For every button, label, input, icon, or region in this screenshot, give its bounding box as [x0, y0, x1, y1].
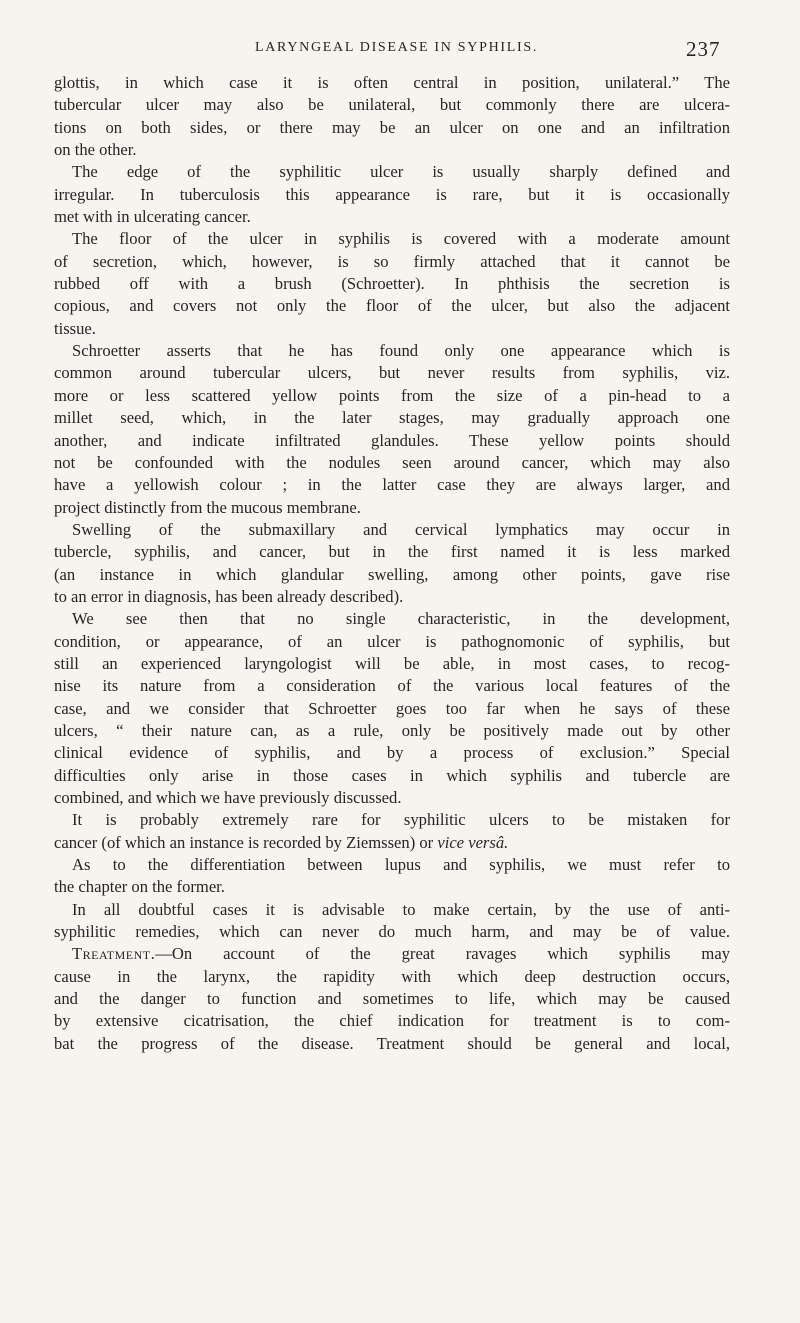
text-line: [54, 943, 730, 965]
text-line: [54, 474, 730, 496]
text-line: [54, 541, 730, 563]
text-line: [54, 497, 730, 519]
text-line: [54, 519, 730, 541]
text-run: case, and we consider that Schroetter goes too far when he says of these: [54, 698, 730, 718]
text-line: [54, 206, 730, 228]
text-run: tissue.: [54, 318, 96, 338]
text-line: [54, 228, 730, 250]
text-run: The edge of the syphilitic ulcer is usually sharply defined and: [72, 162, 730, 182]
text-line: [54, 899, 730, 921]
text-run: tubercle, syphilis, and cancer, but in the first named it is less marked: [54, 542, 730, 562]
text-line: [54, 832, 730, 854]
text-run: We see then that no single characteristic, in the development,: [72, 609, 730, 629]
text-line: [54, 586, 730, 608]
text-line: [54, 787, 730, 809]
running-title: LARYNGEAL DISEASE IN SYPHILIS.: [255, 40, 539, 55]
text-line: [54, 1010, 730, 1032]
section-heading: Treatment.: [72, 944, 156, 964]
italic-phrase: vice versâ.: [437, 832, 509, 852]
body-text: [54, 72, 730, 1055]
text-line: [54, 988, 730, 1010]
text-run: common around tubercular ulcers, but never results from syphilis, viz.: [54, 363, 730, 383]
text-line: [54, 340, 730, 362]
text-line: [54, 1033, 730, 1055]
text-line: [54, 653, 730, 675]
text-run: tubercular ulcer may also be unilateral, but commonly there are ulcera-: [54, 95, 730, 115]
text-line: [54, 362, 730, 384]
text-run: to an error in diagnosis, has been already described).: [54, 586, 404, 606]
text-run: not be confounded with the nodules seen around cancer, which may also: [54, 452, 730, 472]
text-run: cause in the larynx, the rapidity with which deep destruction occurs,: [54, 966, 730, 986]
text-line: [54, 675, 730, 697]
text-run: cancer (of which an instance is recorded by Ziemssen) or: [54, 832, 438, 852]
text-line: [54, 876, 730, 898]
text-run: still an experienced laryngologist will be able, in most cases, to recog-: [54, 653, 730, 673]
text-run: on the other.: [54, 140, 137, 160]
text-run: and the danger to function and sometimes to life, which may be caused: [54, 989, 730, 1009]
text-run: millet seed, which, in the later stages, may gradually approach one: [54, 408, 730, 428]
text-run: It is probably extremely rare for syphilitic ulcers to be mistaken for: [72, 810, 730, 830]
text-run: condition, or appearance, of an ulcer is pathognomonic of syphilis, but: [54, 631, 730, 651]
text-line: [54, 966, 730, 988]
text-run: clinical evidence of syphilis, and by a process of exclusion.” Special: [54, 743, 730, 763]
text-run: another, and indicate infiltrated glandules. These yellow points should: [54, 430, 730, 450]
text-run: copious, and covers not only the floor of the ulcer, but also the adjacent: [54, 296, 730, 316]
text-line: [54, 117, 730, 139]
text-line: [54, 608, 730, 630]
text-line: [54, 452, 730, 474]
text-line: [54, 385, 730, 407]
text-run: As to the differentiation between lupus and syphilis, we must refer to: [72, 855, 730, 875]
text-line: [54, 273, 730, 295]
text-run: by extensive cicatrisation, the chief indication for treatment is to com-: [54, 1011, 730, 1031]
text-line: [54, 765, 730, 787]
text-line: [54, 161, 730, 183]
text-line: [54, 564, 730, 586]
text-line: [54, 720, 730, 742]
text-line: [54, 318, 730, 340]
text-run: glottis, in which case it is often central in position, unilateral.” The: [54, 73, 730, 92]
text-line: [54, 94, 730, 116]
text-line: [54, 809, 730, 831]
text-run: combined, and which we have previously discussed.: [54, 788, 402, 807]
text-run: ulcers, “ their nature can, as a rule, only be positively made out by other: [54, 720, 730, 740]
text-line: [54, 854, 730, 876]
text-line: [54, 251, 730, 273]
text-run: more or less scattered yellow points from the size of a pin-head to a: [54, 385, 730, 405]
text-run: of secretion, which, however, is so firmly attached that it cannot be: [54, 251, 730, 271]
text-line: [54, 295, 730, 317]
text-run: difficulties only arise in those cases in which syphilis and tubercle are: [54, 765, 730, 785]
text-run: —On account of the great ravages which syphilis may: [155, 944, 730, 964]
text-run: irregular. In tuberculosis this appearance is rare, but it is occasionally: [54, 184, 730, 204]
text-line: [54, 72, 730, 94]
text-line: [54, 742, 730, 764]
text-line: [54, 921, 730, 943]
text-run: Schroetter asserts that he has found only one appearance which is: [72, 341, 730, 361]
text-run: The floor of the ulcer in syphilis is covered with a moderate amount: [72, 229, 730, 249]
text-line: [54, 631, 730, 653]
text-run: bat the progress of the disease. Treatment should be general and local,: [54, 1033, 730, 1053]
text-run: the chapter on the former.: [54, 877, 225, 897]
text-run: Swelling of the submaxillary and cervical lymphatics may occur in: [72, 519, 730, 539]
running-head: [0, 37, 800, 64]
text-run: project distinctly from the mucous membrane.: [54, 497, 361, 517]
text-run: tions on both sides, or there may be an ulcer on one and an infiltration: [54, 117, 730, 137]
text-line: [54, 430, 730, 452]
text-line: [54, 698, 730, 720]
text-run: rubbed off with a brush (Schroetter). In phthisis the secretion is: [54, 274, 730, 294]
text-run: have a yellowish colour ; in the latter case they are always larger, and: [54, 475, 730, 495]
text-run: nise its nature from a consideration of the various local features of the: [54, 676, 730, 696]
text-line: [54, 184, 730, 206]
text-run: (an instance in which glandular swelling, among other points, gave rise: [54, 564, 730, 584]
text-run: met with in ulcerating cancer.: [54, 207, 251, 227]
text-line: [54, 407, 730, 429]
text-run: In all doubtful cases it is advisable to make certain, by the use of anti-: [72, 899, 730, 919]
page-number: 237: [686, 37, 721, 61]
text-line: [54, 139, 730, 161]
text-run: syphilitic remedies, which can never do much harm, and may be of value.: [54, 922, 730, 942]
